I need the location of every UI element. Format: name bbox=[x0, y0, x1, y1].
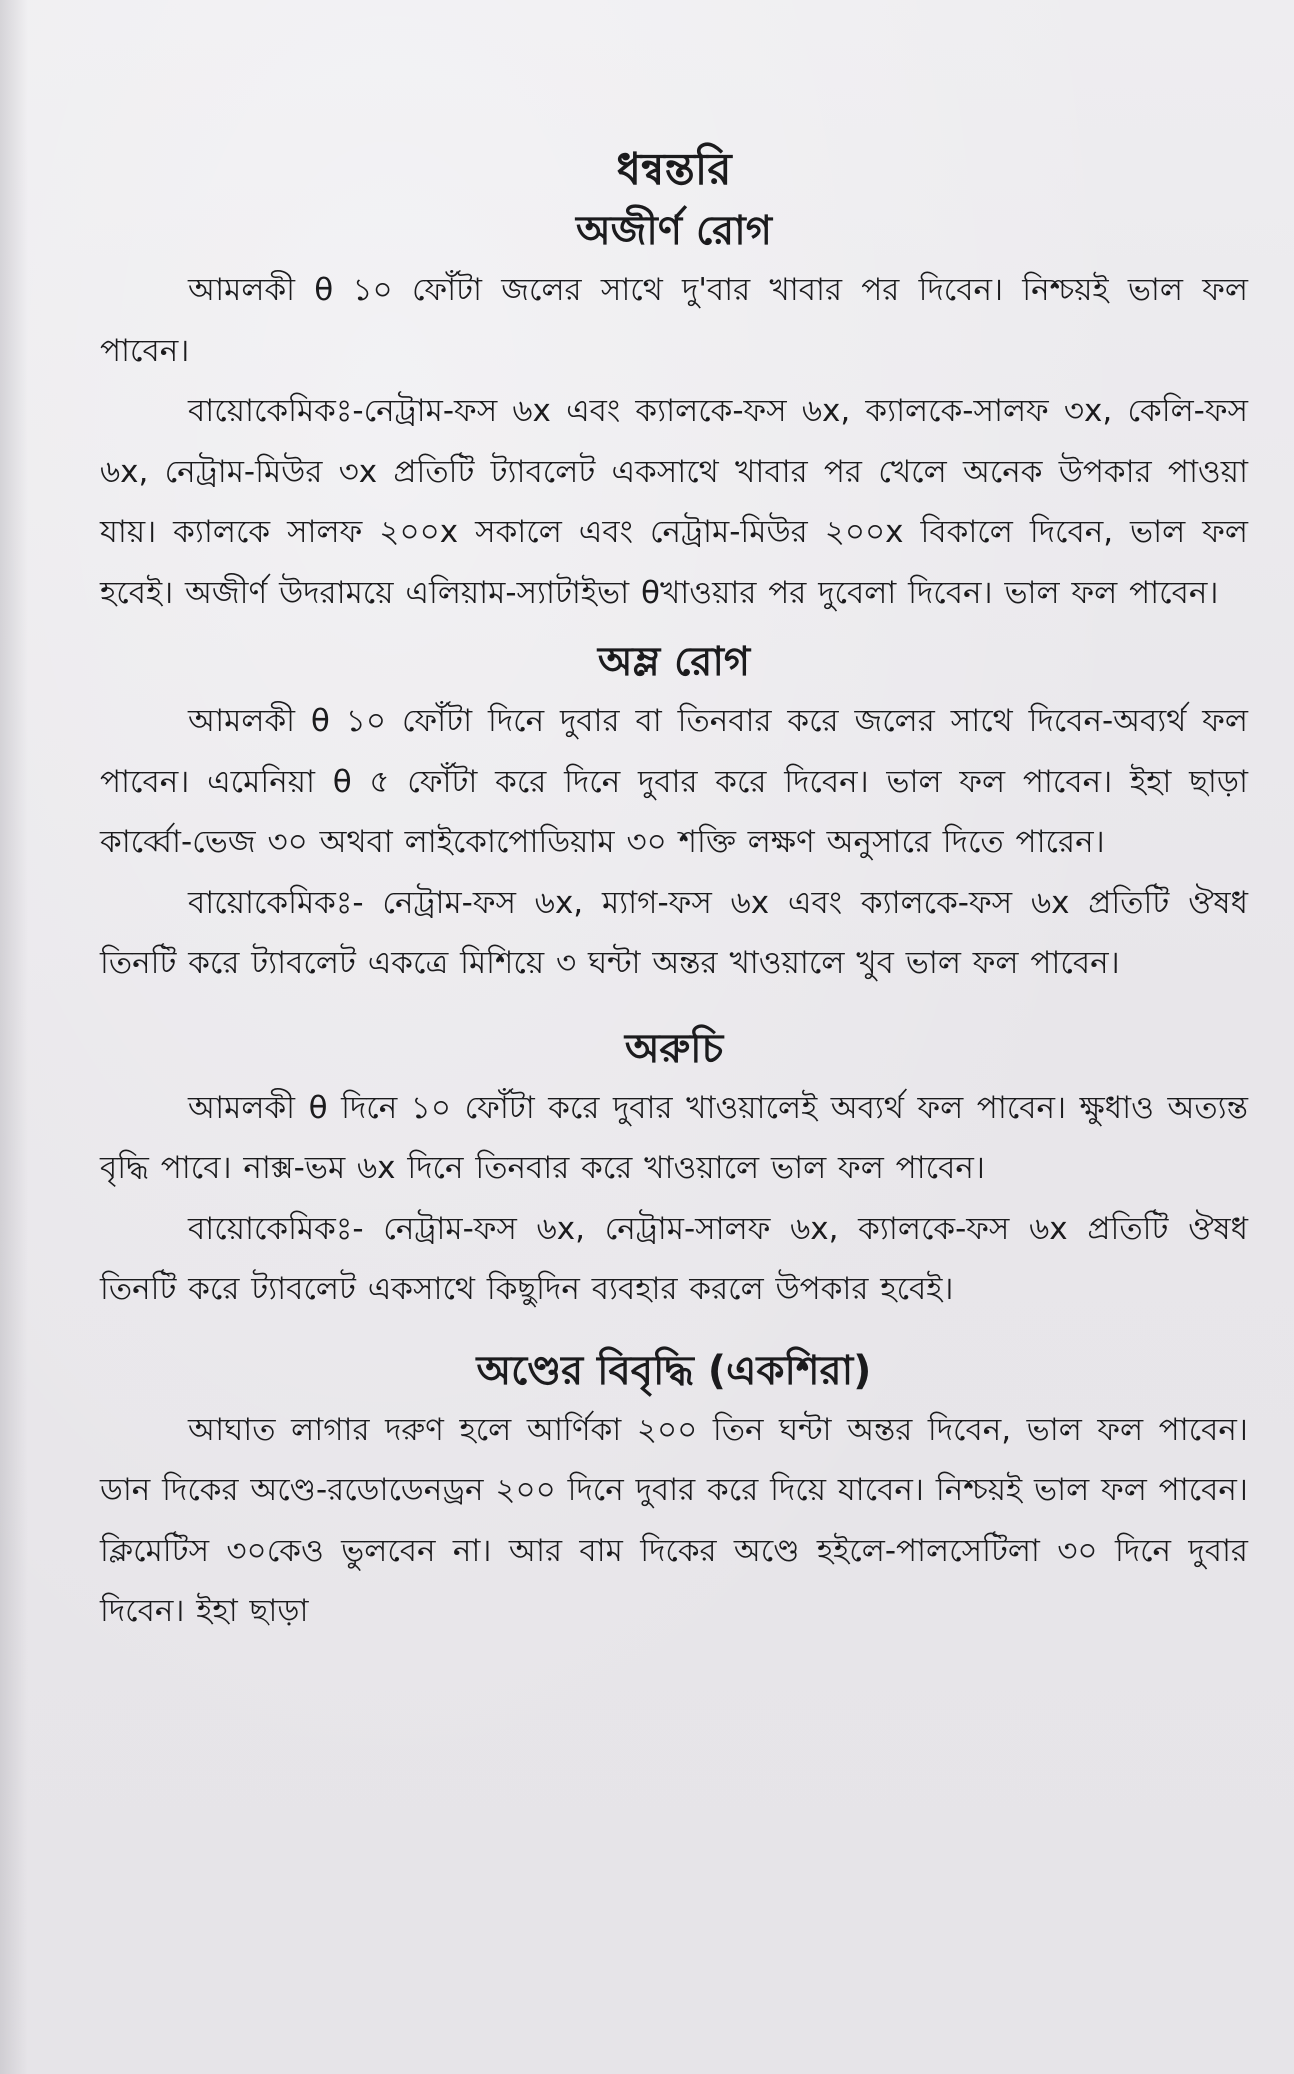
paragraph: আমলকী θ ১০ ফোঁটা জলের সাথে দু'বার খাবার পর দিবেন। নিশ্চয়ই ভাল ফল পাবেন। bbox=[100, 272, 1248, 369]
section-heading: অম্ল রোগ bbox=[597, 639, 751, 685]
section-heading: অরুচি bbox=[624, 1025, 724, 1072]
section-ander-bibriddhi bbox=[100, 1342, 1248, 1642]
section-heading: অণ্ডের বিবৃদ্ধি (একশিরা) bbox=[476, 1347, 872, 1394]
section-amla-rog bbox=[100, 633, 1248, 994]
paragraph: বায়োকেমিকঃ- নেট্রাম-ফস ৬x, নেট্রাম-সালফ ৬x, ক্যালকে-ফস ৬x প্রতিটি ঔষধ তিনটি করে ট্যাবলেট একসাথে কিছুদিন ব্যবহার করলে উপকার হবেই। bbox=[100, 1210, 1248, 1307]
section-heading: অজীর্ণ রোগ bbox=[575, 208, 773, 254]
section-aruchi bbox=[100, 1020, 1248, 1320]
paragraph: বায়োকেমিকঃ-নেট্রাম-ফস ৬x এবং ক্যালকে-ফস ৬x, ক্যালকে-সালফ ৩x, কেলি-ফস ৬x, নেট্রাম-মিউর ৩x প্রতিটি ট্যাবলেট একসাথে খাবার পর খেলে অনেক উপকার পাওয়া যায়। ক্যালকে সালফ ২০০x সকালে এবং নেট্রাম-মিউর ২০০x বিকালে দিবেন, ভাল ফল হবেই। অজীর্ণ উদরাময়ে এলিয়াম-স্যাটাইভা θখাওয়ার পর দুবেলা দিবেন। ভাল ফল পাবেন। bbox=[100, 393, 1248, 611]
paragraph: বায়োকেমিকঃ- নেট্রাম-ফস ৬x, ম্যাগ-ফস ৬x এবং ক্যালকে-ফস ৬x প্রতিটি ঔষধ তিনটি করে ট্যাবলেট একত্রে মিশিয়ে ৩ ঘন্টা অন্তর খাওয়ালে খুব ভাল ফল পাবেন। bbox=[100, 884, 1248, 981]
paragraph: আমলকী θ ১০ ফোঁটা দিনে দুবার বা তিনবার করে জলের সাথে দিবেন-অব্যর্থ ফল পাবেন। এমেনিয়া θ ৫ ফোঁটা করে দিনে দুবার করে দিবেন। ভাল ফল পাবেন। ইহা ছাড়া কার্ব্বো-ভেজ ৩০ অথবা লাইকোপোডিয়াম ৩০ শক্তি লক্ষণ অনুসারে দিতে পারেন। bbox=[100, 703, 1248, 860]
book-title: ধন্বন্তরি bbox=[616, 144, 732, 195]
paragraph: আমলকী θ দিনে ১০ ফোঁটা করে দুবার খাওয়ালেই অব্যর্থ ফল পাবেন। ক্ষুধাও অত্যন্ত বৃদ্ধি পাবে। নাক্স-ভম ৬x দিনে তিনবার করে খাওয়ালে ভাল ফল পাবেন। bbox=[100, 1089, 1248, 1186]
paragraph: আঘাত লাগার দরুণ হলে আর্ণিকা ২০০ তিন ঘন্টা অন্তর দিবেন, ভাল ফল পাবেন। ডান দিকের অণ্ডে-রডোডেনড্রন ২০০ দিনে দুবার করে দিয়ে যাবেন। নিশ্চয়ই ভাল ফল পাবেন। ক্লিমেটিস ৩০কেও ভুলবেন না। আর বাম দিকের অণ্ডে হইলে-পালসেটিলা ৩০ দিনে দুবার দিবেন। ইহা ছাড়া bbox=[100, 1411, 1249, 1629]
section-ajirna-rog bbox=[100, 202, 1248, 623]
